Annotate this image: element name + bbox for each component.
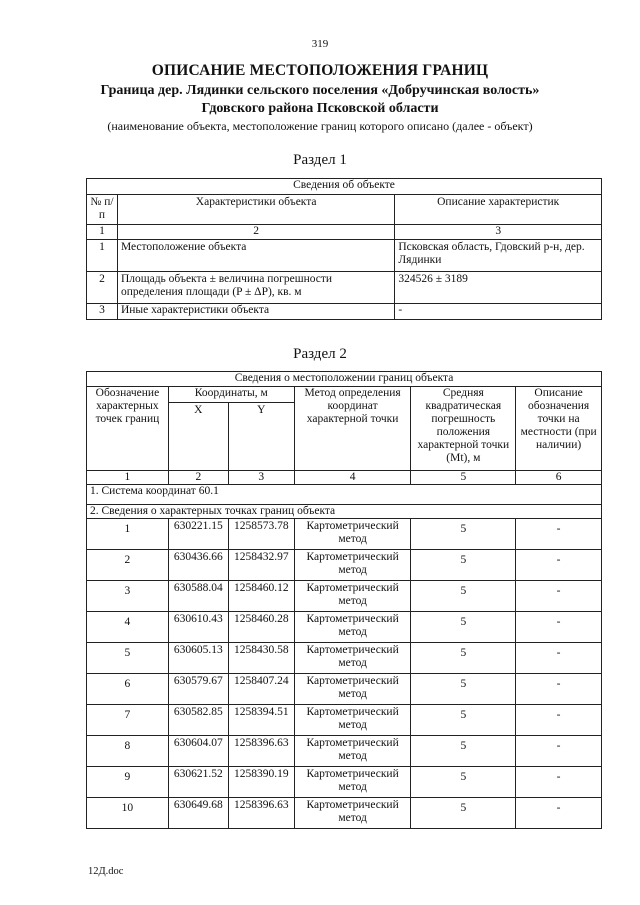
footer-filename: 12Д.doc <box>88 866 124 877</box>
error: 5 <box>411 767 516 798</box>
point-number: 7 <box>87 705 169 736</box>
coord-x: 630436.66 <box>168 550 228 581</box>
table-row <box>87 705 602 736</box>
coord-y: 1258573.78 <box>228 519 294 550</box>
header-coordinates: Координаты, м <box>168 387 294 403</box>
coord-x: 630579.67 <box>168 674 228 705</box>
coord-x: 630588.04 <box>168 581 228 612</box>
point-number: 3 <box>87 581 169 612</box>
document-subtitle-line1: Граница дер. Лядинки сельского поселения «Добручинская волость» <box>100 83 540 98</box>
index-cell: 3 <box>395 225 602 240</box>
header-error: Средняя квадратическая погрешность положения характерной точки (Mt), м <box>411 387 516 471</box>
coord-x: 630649.68 <box>168 798 228 829</box>
method: Картометрический метод <box>294 643 411 674</box>
error: 5 <box>411 581 516 612</box>
mark: - <box>516 705 602 736</box>
points-caption: 2. Сведения о характерных точках границ объекта <box>87 505 602 519</box>
row-description: Псковская область, Гдовский р-н, дер. Лядинки <box>395 240 602 272</box>
table-caption: Сведения об объекте <box>87 179 602 195</box>
section2-heading: Раздел 2 <box>293 346 347 362</box>
method: Картометрический метод <box>294 519 411 550</box>
table-row <box>87 550 602 581</box>
coord-x: 630605.13 <box>168 643 228 674</box>
row-characteristic: Площадь объекта ± величина погрешности определения площади (P ± ΔP), кв. м <box>117 272 394 304</box>
table-row <box>87 581 602 612</box>
method: Картометрический метод <box>294 736 411 767</box>
index-cell: 2 <box>117 225 394 240</box>
method: Картометрический метод <box>294 674 411 705</box>
table-row <box>87 272 602 304</box>
point-number: 5 <box>87 643 169 674</box>
row-characteristic: Иные характеристики объекта <box>117 304 394 320</box>
object-info-table <box>86 178 602 320</box>
header-characteristic: Характеристики объекта <box>117 195 394 225</box>
error: 5 <box>411 674 516 705</box>
table-row <box>87 643 602 674</box>
coord-y: 1258407.24 <box>228 674 294 705</box>
coord-y: 1258396.63 <box>228 798 294 829</box>
error: 5 <box>411 643 516 674</box>
method: Картометрический метод <box>294 705 411 736</box>
header-num: № п/п <box>87 195 118 225</box>
row-number: 1 <box>87 240 118 272</box>
error: 5 <box>411 612 516 643</box>
index-cell: 2 <box>168 471 228 485</box>
point-number: 1 <box>87 519 169 550</box>
coord-x: 630621.52 <box>168 767 228 798</box>
section1-heading: Раздел 1 <box>293 152 347 168</box>
row-description: 324526 ± 3189 <box>395 272 602 304</box>
row-number: 3 <box>87 304 118 320</box>
document-subtitle-note: (наименование объекта, местоположение границ которого описано (далее - объект) <box>107 119 533 133</box>
table-caption: Сведения о местоположении границ объекта <box>87 372 602 387</box>
error: 5 <box>411 705 516 736</box>
coord-x: 630604.07 <box>168 736 228 767</box>
mark: - <box>516 550 602 581</box>
coord-x: 630221.15 <box>168 519 228 550</box>
table-row <box>87 767 602 798</box>
error: 5 <box>411 798 516 829</box>
mark: - <box>516 674 602 705</box>
header-y: Y <box>228 403 294 471</box>
document-title: ОПИСАНИЕ МЕСТОПОЛОЖЕНИЯ ГРАНИЦ <box>151 62 489 79</box>
coord-x: 630610.43 <box>168 612 228 643</box>
method: Картометрический метод <box>294 550 411 581</box>
table-row <box>87 304 602 320</box>
coord-y: 1258390.19 <box>228 767 294 798</box>
point-number: 9 <box>87 767 169 798</box>
table-row <box>87 519 602 550</box>
error: 5 <box>411 550 516 581</box>
mark: - <box>516 736 602 767</box>
row-description: - <box>395 304 602 320</box>
table-row <box>87 240 602 272</box>
table-row <box>87 736 602 767</box>
method: Картометрический метод <box>294 798 411 829</box>
points-body <box>87 519 602 829</box>
page-number: 319 <box>311 38 329 50</box>
document-subtitle-line2: Гдовского района Псковской области <box>201 101 439 116</box>
mark: - <box>516 581 602 612</box>
coord-y: 1258460.12 <box>228 581 294 612</box>
index-cell: 4 <box>294 471 411 485</box>
point-number: 4 <box>87 612 169 643</box>
mark: - <box>516 767 602 798</box>
coord-y: 1258394.51 <box>228 705 294 736</box>
point-number: 2 <box>87 550 169 581</box>
index-cell: 5 <box>411 471 516 485</box>
method: Картометрический метод <box>294 612 411 643</box>
point-number: 6 <box>87 674 169 705</box>
coord-y: 1258430.58 <box>228 643 294 674</box>
index-cell: 1 <box>87 471 169 485</box>
index-cell: 3 <box>228 471 294 485</box>
header-method: Метод определения координат характерной точки <box>294 387 411 471</box>
method: Картометрический метод <box>294 581 411 612</box>
header-point: Обозначение характерных точек границ <box>87 387 169 471</box>
point-number: 8 <box>87 736 169 767</box>
mark: - <box>516 643 602 674</box>
row-number: 2 <box>87 272 118 304</box>
index-cell: 6 <box>516 471 602 485</box>
table-row <box>87 798 602 829</box>
row-characteristic: Местоположение объекта <box>117 240 394 272</box>
coord-x: 630582.85 <box>168 705 228 736</box>
header-description: Описание характеристик <box>395 195 602 225</box>
index-cell: 1 <box>87 225 118 240</box>
point-number: 10 <box>87 798 169 829</box>
mark: - <box>516 612 602 643</box>
coord-y: 1258432.97 <box>228 550 294 581</box>
table-row <box>87 674 602 705</box>
header-mark: Описание обозначения точки на местности (при наличии) <box>516 387 602 471</box>
method: Картометрический метод <box>294 767 411 798</box>
error: 5 <box>411 519 516 550</box>
coord-y: 1258396.63 <box>228 736 294 767</box>
error: 5 <box>411 736 516 767</box>
coord-y: 1258460.28 <box>228 612 294 643</box>
mark: - <box>516 798 602 829</box>
boundary-points-table <box>86 371 602 829</box>
coordinate-system: 1. Система координат 60.1 <box>87 485 602 505</box>
header-x: X <box>168 403 228 471</box>
mark: - <box>516 519 602 550</box>
table-row <box>87 612 602 643</box>
